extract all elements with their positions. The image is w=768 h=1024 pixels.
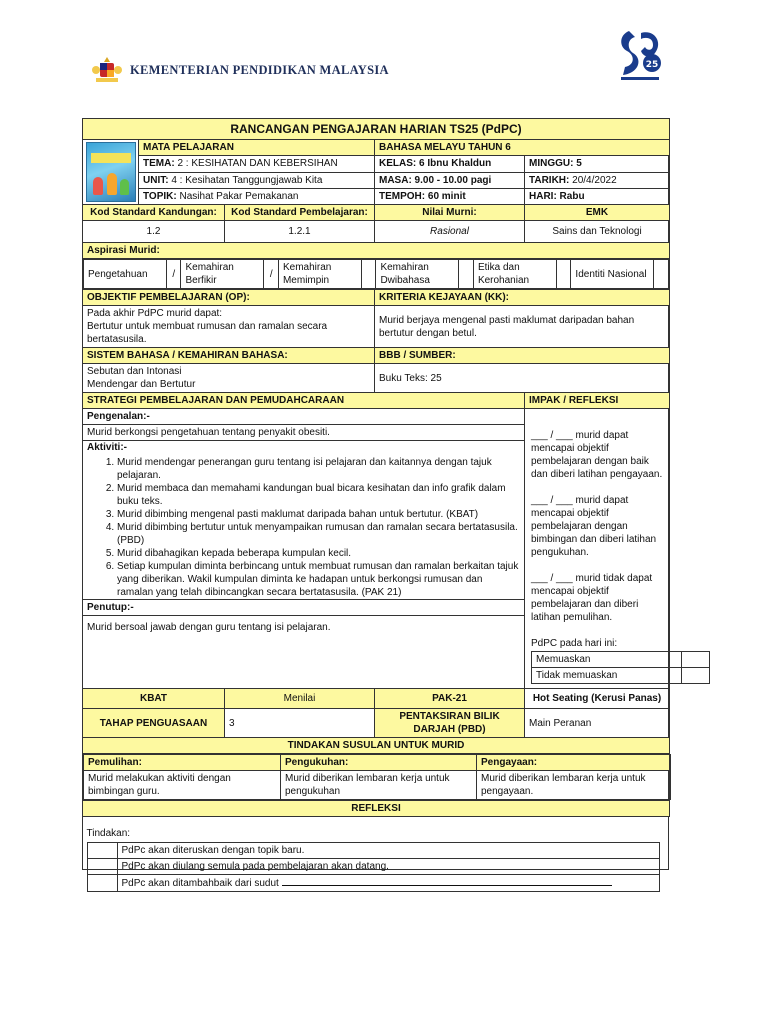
unit-value: 4 : Kesihatan Tanggungjawab Kita <box>171 174 323 186</box>
tema-field <box>139 156 375 172</box>
strategi-content <box>83 409 525 689</box>
aktiviti-block <box>83 440 524 599</box>
bbb-value: Buku Teks: 25 <box>375 364 670 393</box>
op-intro: Pada akhir PdPC murid dapat: <box>87 308 223 319</box>
pengukuhan-value: Murid diberikan lembaran kerja untuk pengukuhan <box>281 771 477 800</box>
kbat-label: KBAT <box>83 689 225 709</box>
aspirasi-pengetahuan: Pengetahuan <box>84 260 167 289</box>
pdpc-hari-ini-label: PdPC pada hari ini: <box>531 638 618 649</box>
penutup-text: Murid bersoal jawab dengan guru tentang isi pelajaran. <box>87 622 331 633</box>
nilai-label: Nilai Murni: <box>375 205 525 221</box>
aspirasi-pengetahuan-mark: / <box>166 260 181 289</box>
hari-field: HARI: Rabu <box>525 188 670 204</box>
op-label: OBJEKTIF PEMBELAJARAN (OP): <box>83 290 375 306</box>
pengayaan-value: Murid diberikan lembaran kerja untuk pengayaan. <box>477 771 671 800</box>
textbook-cover <box>83 140 139 205</box>
aspirasi-dwibahasa-mark <box>459 260 474 289</box>
tidak-memuaskan-label: Tidak memuaskan <box>532 668 682 684</box>
tarikh-value: 20/4/2022 <box>572 174 617 186</box>
plan-title: RANCANGAN PENGAJARAN HARIAN TS25 (PdPC) <box>83 119 670 140</box>
unit-field <box>139 172 375 188</box>
ts25-logo-icon <box>615 25 665 83</box>
pak21-label: PAK-21 <box>375 689 525 709</box>
impak-pemulihan: ___ / ___ murid tidak dapat mencapai objektif pembelajaran dan diberi latihan pemulihan. <box>531 573 653 623</box>
aktiviti-item: 6. Setiap kumpulan diminta berbincang untuk membuat rumusan dan ramalan berkaitan tajuk yang diberikan. Wakil kumpulan diminta ke hadapan untuk berkongsi rumusan dan ramalan yang telah dibincangkan secara bertatasusila. (PAK 21) <box>117 560 520 599</box>
op-text: Bertutur untuk membuat rumusan dan ramalan secara bertatasusila. <box>87 321 328 345</box>
memuaskan-label: Memuaskan <box>532 652 682 668</box>
impak-label: IMPAK / REFLEKSI <box>525 393 670 409</box>
topik-field <box>139 188 375 204</box>
topik-value: Nasihat Pakar Pemakanan <box>179 190 299 202</box>
aktiviti-item: 4. Murid dibimbing bertutur untuk menyampaikan rumusan dan ramalan secara bertatasusila. (PBD) <box>117 521 520 547</box>
tindakan-option-3-cell <box>117 875 659 892</box>
aspirasi-etika-mark <box>556 260 571 289</box>
textbook-cover-image <box>86 142 136 202</box>
aspirasi-berfikir-mark: / <box>264 260 279 289</box>
aktiviti-item: 3. Murid dibimbing mengenal pasti maklumat daripada bahan untuk bertutur. (KBAT) <box>117 508 520 521</box>
aktiviti-item: 1. Murid mendengar penerangan guru tentang isi pelajaran dan kaitannya dengan tajuk pelajaran. <box>117 456 520 482</box>
pemulihan-label: Pemulihan: <box>84 755 281 771</box>
pengenalan-text: Murid berkongsi pengetahuan tentang penyakit obesiti. <box>87 427 330 438</box>
aspirasi-memimpin: Kemahiran Memimpin <box>278 260 361 289</box>
pengukuhan-label: Pengukuhan: <box>281 755 477 771</box>
kk-value: Murid berjaya mengenal pasti maklumat daripadan bahan bertutur dengan betul. <box>375 306 670 348</box>
tindakan-susulan-grid <box>83 754 670 801</box>
tindakan-option-2: PdPc akan diulang semula pada pembelajaran akan datang. <box>117 859 659 875</box>
sk-label: Kod Standard Kandungan: <box>83 205 225 221</box>
tindakan-checkbox-1[interactable] <box>87 843 117 859</box>
impak-baik: ___ / ___ murid dapat mencapai objektif pembelajaran dengan baik dan diberi latihan pengayaan. <box>531 430 663 480</box>
sistem-bahasa-content <box>83 364 375 393</box>
penutup-label: Penutup:- <box>83 599 524 616</box>
tindakan-checkbox-2[interactable] <box>87 859 117 875</box>
impak-bimbingan: ___ / ___ murid dapat mencapai objektif pembelajaran dengan bimbingan dan diberi latihan pengukuhan. <box>531 495 657 558</box>
tidak-memuaskan-checkbox[interactable] <box>682 668 710 684</box>
lesson-plan-table <box>82 118 670 892</box>
tahap-value: 3 <box>225 709 375 738</box>
tindakan-text: Tindakan: <box>86 828 131 839</box>
kk-label: KRITERIA KEJAYAAN (KK): <box>375 290 670 306</box>
mata-pelajaran-label: MATA PELAJARAN <box>139 140 375 156</box>
aspirasi-identiti-mark <box>654 260 669 289</box>
sp-label: Kod Standard Pembelajaran: <box>225 205 375 221</box>
sistem-bahasa-item: Mendengar dan Bertutur <box>87 379 196 390</box>
refleksi-label: REFLEKSI <box>83 801 670 817</box>
tindakan-options <box>87 842 660 892</box>
bbb-label: BBB / SUMBER: <box>375 348 670 364</box>
pdpc-status-table <box>531 651 710 684</box>
aspirasi-label: Aspirasi Murid: <box>83 243 670 259</box>
refleksi-content <box>83 817 670 893</box>
tarikh-label: TARIKH: <box>529 174 570 186</box>
pengenalan-label: Pengenalan:- <box>83 409 524 425</box>
pengayaan-label: Pengayaan: <box>477 755 671 771</box>
kelas-field: KELAS: 6 Ibnu Khaldun <box>375 156 525 172</box>
ministry-name: KEMENTERIAN PENDIDIKAN MALAYSIA <box>130 62 389 77</box>
tindakan-option-1: PdPc akan diteruskan dengan topik baru. <box>117 843 659 859</box>
pemulihan-value: Murid melakukan aktiviti dengan bimbingan guru. <box>84 771 281 800</box>
aspirasi-memimpin-mark <box>361 260 376 289</box>
tarikh-field <box>525 172 670 188</box>
emk-value: Sains dan Teknologi <box>525 221 670 243</box>
coat-of-arms-icon <box>90 55 124 85</box>
pbd-value: Main Peranan <box>525 709 670 738</box>
aspirasi-grid <box>83 259 670 290</box>
tindakan-option-3: PdPc akan ditambahbaik dari sudut <box>121 878 279 889</box>
minggu-field: MINGGU: 5 <box>525 156 670 172</box>
sp-value: 1.2.1 <box>225 221 375 243</box>
op-content <box>83 306 375 348</box>
svg-text:25: 25 <box>645 60 659 70</box>
nilai-value: Rasional <box>375 221 525 243</box>
memuaskan-checkbox[interactable] <box>682 652 710 668</box>
sk-value: 1.2 <box>83 221 225 243</box>
topik-label: TOPIK: <box>143 190 177 202</box>
tindakan-checkbox-3[interactable] <box>87 875 117 892</box>
emk-label: EMK <box>525 205 670 221</box>
tema-label: TEMA: <box>143 158 175 170</box>
aktiviti-item: 2. Murid membaca dan memahami kandungan bual bicara kesihatan dan info grafik dalam buku teks. <box>117 482 520 508</box>
mata-pelajaran-value: BAHASA MELAYU TAHUN 6 <box>375 140 670 156</box>
impak-content <box>525 409 670 689</box>
sistem-bahasa-item: Sebutan dan Intonasi <box>87 366 182 377</box>
fill-in-line <box>282 876 612 886</box>
pak21-value: Hot Seating (Kerusi Panas) <box>525 689 670 709</box>
aspirasi-identiti: Identiti Nasional <box>571 260 654 289</box>
aktiviti-item: 5. Murid dibahagikan kepada beberapa kumpulan kecil. <box>117 547 520 560</box>
ministry-header <box>90 55 389 85</box>
tindakan-susulan-label: TINDAKAN SUSULAN UNTUK MURID <box>83 738 670 754</box>
aspirasi-berfikir: Kemahiran Berfikir <box>181 260 264 289</box>
sistem-bahasa-label: SISTEM BAHASA / KEMAHIRAN BAHASA: <box>83 348 375 364</box>
aspirasi-etika: Etika dan Kerohanian <box>473 260 556 289</box>
masa-field: MASA: 9.00 - 10.00 pagi <box>375 172 525 188</box>
kbat-value: Menilai <box>225 689 375 709</box>
pbd-label: PENTAKSIRAN BILIK DARJAH (PBD) <box>375 709 525 738</box>
tempoh-field: TEMPOH: 60 minit <box>375 188 525 204</box>
strategi-label: STRATEGI PEMBELAJARAN DAN PEMUDAHCARAAN <box>83 393 525 409</box>
aspirasi-dwibahasa: Kemahiran Dwibahasa <box>376 260 459 289</box>
tema-value: 2 : KESIHATAN DAN KEBERSIHAN <box>177 158 338 170</box>
aktiviti-list <box>87 456 520 599</box>
unit-label: UNIT: <box>143 174 169 186</box>
tahap-label: TAHAP PENGUASAAN <box>83 709 225 738</box>
aktiviti-label: Aktiviti:- <box>87 442 127 453</box>
